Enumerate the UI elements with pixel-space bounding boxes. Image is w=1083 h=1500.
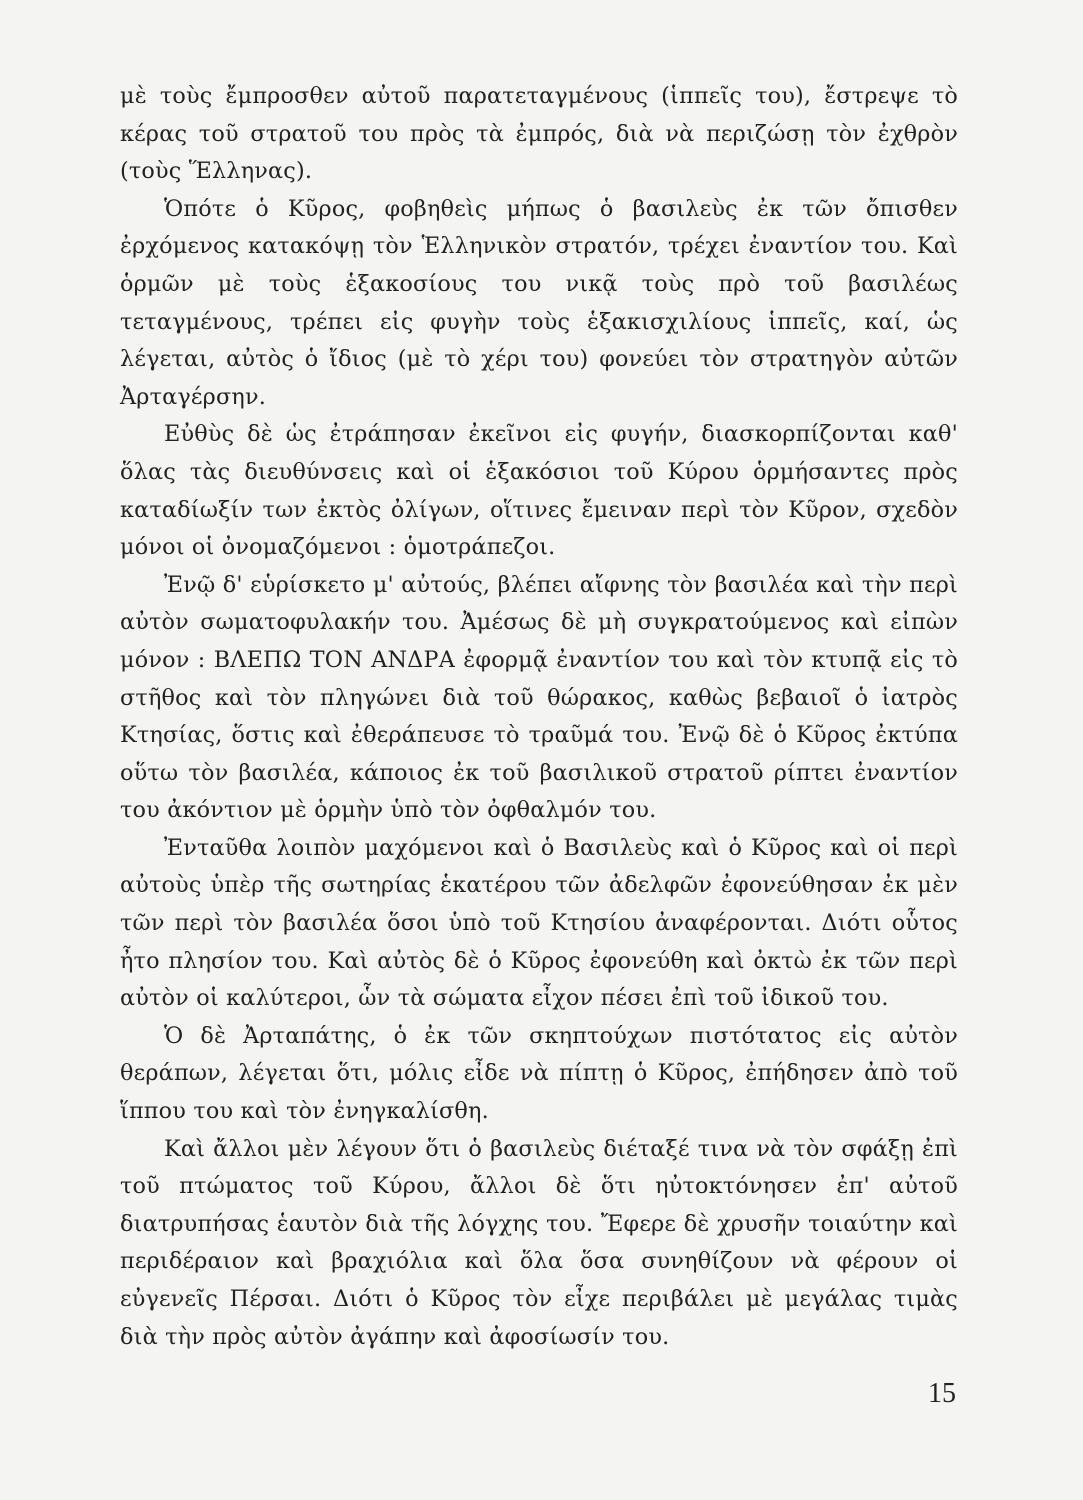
paragraph-5: Ἐνταῦθα λοιπὸν μαχόμενοι καὶ ὁ Βασιλεὺς καὶ ὁ Κῦρος καὶ οἱ περὶ αὐτοὺς ὑπὲρ τῆς σωτηρίας ἑκατέρου τῶν ἀδελφῶν ἐφονεύθησαν ἐκ μὲν τῶν περὶ τὸν βασιλέα ὅσοι ὑπὸ τοῦ Κτησίου ἀναφέρονται. Διότι οὗτος ἦτο πλησίον του. Καὶ αὐτὸς δὲ ὁ Κῦρος ἐφονεύθη καὶ ὀκτὼ ἐκ τῶν περὶ αὐτὸν οἱ καλύτεροι, ὧν τὰ σώματα εἶχον πέσει ἐπὶ τοῦ ἰδικοῦ του.: [120, 834, 958, 1012]
page-number: 15: [928, 1378, 956, 1409]
paragraph-2: Ὁπότε ὁ Κῦρος, φοβηθεὶς μήπως ὁ βασιλεὺς ἐκ τῶν ὄπισθεν ἐρχόμενος κατακόψῃ τὸν Ἑλληνικὸν στρατόν, τρέχει ἐναντίον του. Καὶ ὁρμῶν μὲ τοὺς ἑξακοσίους του νικᾷ τοὺς πρὸ τοῦ βασιλέως τεταγμένους, τρέπει εἰς φυγὴν τοὺς ἑξακισχιλίους ἱππεῖς, καί, ὡς λέγεται, αὐτὸς ὁ ἴδιος (μὲ τὸ χέρι του) φονεύει τὸν στρατηγὸν αὐτῶν Ἀρταγέρσην.: [120, 195, 958, 410]
paragraph-4: Ἐνῷ δ' εὑρίσκετο μ' αὐτούς, βλέπει αἴφνης τὸν βασιλέα καὶ τὴν περὶ αὐτὸν σωματοφυλακήν του. Ἀμέσως δὲ μὴ συγκρατούμενος καὶ εἰπὼν μόνον : ΒΛΕΠΩ ΤΟΝ ΑΝΔΡΑ ἐφορμᾷ ἐναντίον του καὶ τὸν κτυπᾷ εἰς τὸ στῆθος καὶ τὸν πληγώνει διὰ τοῦ θώρακος, καθὼς βεβαιοῖ ὁ ἰατρὸς Κτησίας, ὅστις καὶ ἐθεράπευσε τὸ τραῦμά του. Ἐνῷ δὲ ὁ Κῦρος ἐκτύπα οὕτω τὸν βασιλέα, κάποιος ἐκ τοῦ βασιλικοῦ στρατοῦ ρίπτει ἐναντίον του ἀκόντιον μὲ ὁρμὴν ὑπὸ τὸν ὀφθαλμόν του.: [120, 571, 958, 824]
paragraph-1: μὲ τοὺς ἔμπροσθεν αὐτοῦ παρατεταγμένους (ἱππεῖς του), ἔστρεψε τὸ κέρας τοῦ στρατοῦ του πρὸς τὰ ἐμπρός, διὰ νὰ περιζώσῃ τὸν ἐχθρὸν (τοὺς Ἕλληνας).: [120, 83, 958, 185]
paragraph-6: Ὁ δὲ Ἀρταπάτης, ὁ ἐκ τῶν σκηπτούχων πιστότατος εἰς αὐτὸν θεράπων, λέγεται ὅτι, μόλις εἶδε νὰ πίπτῃ ὁ Κῦρος, ἐπήδησεν ἀπὸ τοῦ ἵππου του καὶ τὸν ἐνηγκαλίσθη.: [120, 1022, 958, 1125]
paragraph-7: Καὶ ἄλλοι μὲν λέγουν ὅτι ὁ βασιλεὺς διέταξέ τινα νὰ τὸν σφάξῃ ἐπὶ τοῦ πτώματος τοῦ Κύρου, ἄλλοι δὲ ὅτι ηὐτοκτόνησεν ἐπ' αὐτοῦ διατρυπήσας ἑαυτὸν διὰ τῆς λόγχης του. Ἔφερε δὲ χρυσῆν τοιαύτην καὶ περιδέραιον καὶ βραχιόλια καὶ ὅλα ὅσα συνηθίζουν νὰ φέρουν οἱ εὐγενεῖς Πέρσαι. Διότι ὁ Κῦρος τὸν εἶχε περιβάλει μὲ μεγάλας τιμὰς διὰ τὴν πρὸς αὐτὸν ἀγάπην καὶ ἀφοσίωσίν του.: [120, 1135, 958, 1350]
paragraph-3: Εὐθὺς δὲ ὡς ἐτράπησαν ἐκεῖνοι εἰς φυγήν, διασκορπίζονται καθ' ὅλας τὰς διευθύνσεις καὶ οἱ ἑξακόσιοι τοῦ Κύρου ὁρμήσαντες πρὸς καταδίωξίν των ἐκτὸς ὀλίγων, οἵτινες ἔμειναν περὶ τὸν Κῦρον, σχεδὸν μόνοι οἱ ὀνομαζόμενοι : ὁμοτράπεζοι.: [120, 421, 958, 561]
body-text: [120, 78, 958, 1356]
